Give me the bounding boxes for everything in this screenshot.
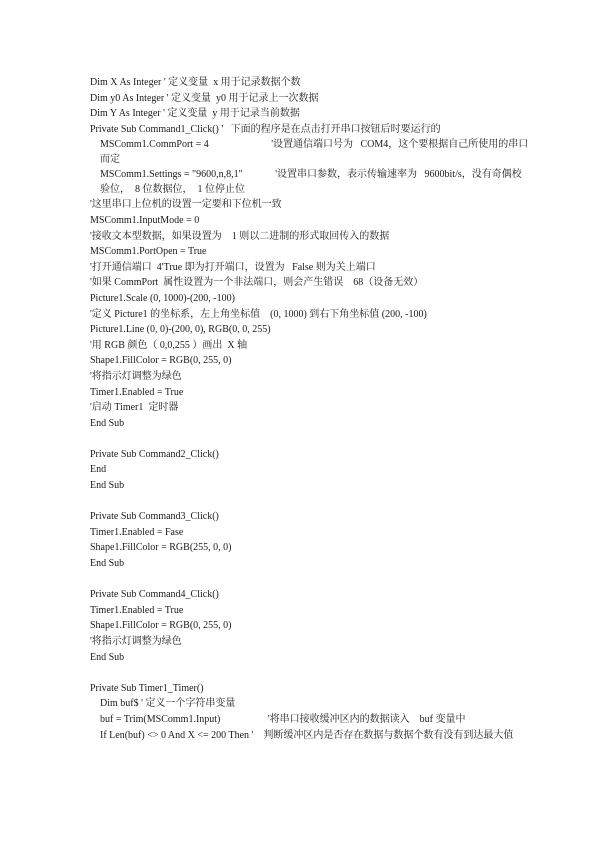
code-line: End Sub bbox=[90, 558, 125, 570]
code-line: Private Sub Command3_Click() bbox=[90, 511, 219, 523]
code-line: Shape1.FillColor = RGB(255, 0, 0) bbox=[90, 542, 232, 554]
code-line: MSComm1.PortOpen = True bbox=[90, 246, 207, 258]
code-line: Private Sub Command2_Click() bbox=[90, 448, 219, 460]
code-line: '将指示灯调整为绿色 bbox=[90, 636, 182, 647]
code-line: Picture1.Line (0, 0)-(200, 0), RGB(0, 0, 255) bbox=[90, 324, 271, 336]
code-line: '将指示灯调整为绿色 bbox=[90, 370, 182, 382]
code-line: End Sub bbox=[90, 480, 125, 492]
code-line: Timer1.Enabled = True bbox=[90, 386, 184, 398]
code-line: buf = Trim(MSComm1.Input) '将串口接收缓冲区内的数据读入 buf 变量中 bbox=[100, 713, 466, 725]
code-line: '如果 CommPort 属性设置为一个非法端口，则会产生错误 68（设备无效） bbox=[90, 277, 424, 289]
vb-code-listing bbox=[90, 75, 530, 743]
code-line: Shape1.FillColor = RGB(0, 255, 0) bbox=[90, 355, 232, 367]
code-line: Private Sub Command1_Click() ' 下面的程序是在点击打开串口按钮后时要运行的 bbox=[90, 123, 441, 135]
code-line: MSComm1.InputMode = 0 bbox=[90, 214, 200, 226]
blank-line bbox=[90, 665, 530, 681]
code-line: End bbox=[90, 464, 107, 476]
blank-line bbox=[90, 494, 530, 510]
code-line: Private Sub Timer1_Timer() bbox=[90, 682, 204, 694]
code-line: MSComm1.CommPort = 4 '设置通信端口号为 COM4，这个要根据自己所使用的串口而定 bbox=[100, 139, 529, 166]
code-line: Dim X As Integer ' 定义变量 x 用于记录数据个数 bbox=[90, 77, 301, 88]
code-line: '这里串口上位机的设置一定要和下位机一致 bbox=[90, 199, 282, 211]
code-line: Dim Y As Integer ' 定义变量 y 用于记录当前数据 bbox=[90, 108, 300, 120]
code-line: Private Sub Command4_Click() bbox=[90, 589, 219, 601]
code-line: '启动 Timer1 定时器 bbox=[90, 402, 179, 414]
code-line: End Sub bbox=[90, 417, 125, 429]
code-line: '接收文本型数据，如果设置为 1 则以二进制的形式取回传入的数据 bbox=[90, 230, 390, 242]
code-line: '打开通信端口 4'True 即为打开端口，设置为 False 则为关上端口 bbox=[90, 261, 376, 273]
code-line: Dim buf$ ' 定义一个字符串变量 bbox=[100, 698, 236, 710]
code-line: '定义 Picture1 的坐标系，左上角坐标值 (0, 1000) 到右下角坐标值 (200, -100) bbox=[90, 308, 427, 320]
code-line: End Sub bbox=[90, 651, 125, 663]
blank-line bbox=[90, 431, 530, 447]
code-line: Timer1.Enabled = Fase bbox=[90, 526, 184, 538]
code-line: If Len(buf) <> 0 And X <= 200 Then ' 判断缓冲区内是否存在数据与数据个数有没有到达最大值 bbox=[100, 729, 514, 741]
code-line: Shape1.FillColor = RGB(0, 255, 0) bbox=[90, 620, 232, 632]
code-line: Timer1.Enabled = True bbox=[90, 604, 184, 616]
code-line: '用 RGB 颜色（ 0,0,255 ）画出 X 轴 bbox=[90, 339, 248, 351]
code-line: MSComm1.Settings = "9600,n,8,1" '设置串口参数，表示传输速率为 9600bit/s，没有奇偶校验位， 8 位数据位， 1 位停止位 bbox=[100, 169, 522, 196]
code-line: Dim y0 As Integer ' 定义变量 y0 用于记录上一次数据 bbox=[90, 92, 319, 104]
blank-line bbox=[90, 572, 530, 588]
code-line: Picture1.Scale (0, 1000)-(200, -100) bbox=[90, 292, 235, 304]
